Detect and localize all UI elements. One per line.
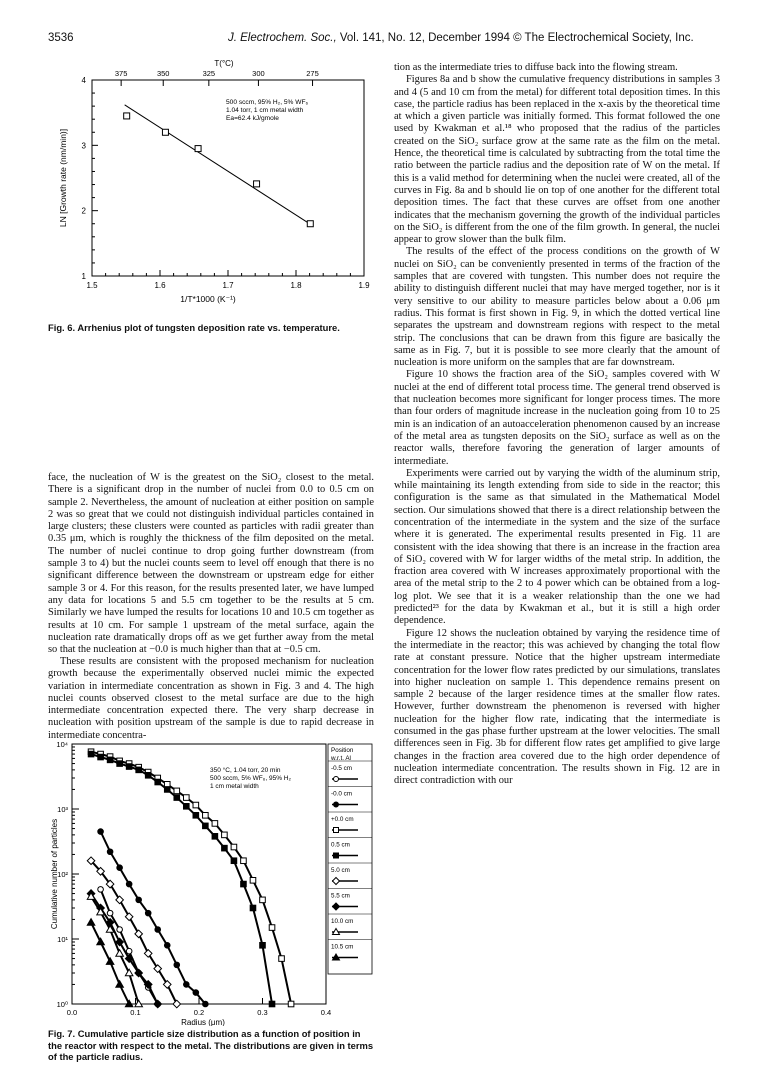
fig6-data-point — [124, 113, 130, 119]
fig7-legend-label: 10.0 cm — [331, 918, 354, 925]
fig7-data-point — [203, 812, 209, 818]
fig7-y-tick-label: 10² — [57, 870, 68, 879]
fig6-inset-line: 1.04 torr, 1 cm metal width — [226, 107, 304, 114]
fig7-data-point — [250, 877, 256, 883]
fig7-inset-line: 500 sccm, 5% WF₆, 95% H₂ — [210, 775, 291, 782]
journal-name: J. Electrochem. Soc., — [228, 32, 337, 44]
fig7-data-point — [145, 910, 151, 916]
fig7-data-point — [279, 956, 285, 962]
fig6-data-point — [307, 221, 313, 227]
figure-6-caption: Fig. 6. Arrhenius plot of tungsten deposition rate vs. temperature. — [48, 322, 340, 333]
fig7-legend-label: 5.5 cm — [331, 892, 350, 900]
fig7-data-point — [107, 849, 113, 855]
fig7-data-point — [136, 897, 142, 903]
fig7-legend-label: +0.0 cm — [331, 816, 354, 823]
fig7-y-axis-label: Cumulative number of particles — [50, 818, 59, 930]
fig6-x-axis-label: 1/T*1000 (K⁻¹) — [180, 294, 236, 304]
fig7-data-point — [164, 942, 170, 948]
fig7-frame — [72, 744, 326, 1004]
fig6-fit-line — [125, 105, 312, 225]
fig7-data-point — [136, 767, 142, 773]
fig7-legend-marker — [334, 853, 339, 858]
figure-6-arrhenius-plot — [48, 56, 374, 318]
fig7-legend-label: -0.0 cm — [331, 790, 352, 798]
fig6-y-tick-label: 2 — [81, 206, 86, 216]
fig7-y-tick-label: 10⁴ — [56, 740, 68, 749]
fig7-data-point — [193, 812, 199, 818]
paragraph: tion as the intermediate tries to diffuse back into the flowing stream. — [394, 62, 678, 73]
left-column-paragraph-1 — [48, 472, 374, 656]
fig7-x-tick-label: 0.4 — [320, 1008, 332, 1017]
paragraph: Figures 8a and b show the cumulative frequency distributions in samples 3 and 4 (5 and 10 cm from the metal) for different total deposition times. In this case, the particle radius has been replaced in the x-axis by the theoretical time at which a given particle was initially formed. This format followed the one used by Kwakman et al.¹⁸ who proposed that the radius of the particles created on the SiO₂ surface grow at the same rate as the film on the metal. Hence, the theoretical time is calculated by subtracting from the total time the ratio between the particle radius and the deposition rate of W on the metal. If this is a valid method for determining when the nuclei were created, all of the curves in Fig. 8a and b should lie on top of one another for the different total deposition times. The fact that these curves are offset from one another indicates that the mechanism governing the growth of the individual particles on the SiO₂ is different from the one of the film growth. In general, the nuclei appear to grow slower than the bulk film. — [394, 74, 720, 246]
fig7-data-point — [145, 772, 151, 778]
figure-7-caption: Fig. 7. Cumulative particle size distribution as a function of position in the reactor with respect to the metal. The distributions are given in terms of the particle radius. — [48, 1028, 374, 1062]
fig7-data-point — [288, 1001, 294, 1007]
fig7-data-point — [231, 858, 237, 864]
fig7-y-tick-label: 10³ — [57, 805, 68, 814]
fig7-data-point — [193, 802, 199, 808]
fig6-top-axis-label: T(°C) — [214, 59, 234, 68]
fig7-data-point — [126, 881, 132, 887]
fig7-data-point — [203, 1001, 209, 1007]
paragraph: The results of the effect of the process conditions on the growth of W nuclei on SiO₂ can be conveniently presented in terms of the fraction of the samples that are covered with tungsten. This number does not require the ability to distinguish different nuclei that may have merged together, nor is it very sensitive to our ability to measure particles below about a 0.06 μm radius. This format is first shown in Fig. 9, in which the dotted vertical line separates the upstream and downstream regions with respect to the metal strip. The conclusions that can be drawn from this figure are basically the same as in Fig. 7, but it is possible to see more clearly that the amount of nucleation is more uniform on the samples that are far downstream. — [394, 246, 720, 369]
fig6-x-tick-label: 1.8 — [290, 281, 302, 290]
fig7-x-tick-label: 0.0 — [66, 1008, 78, 1017]
paragraph: face, the nucleation of W is the greatest on the SiO₂ closest to the metal. There is a significant drop in the number of nuclei from 0.0 to 0.5 cm on sample 2. Nevertheless, the amount of nucleation at either position on sample 2 was so great that we could not distinguish individual particles contained in large clusters; these clusters were counted as particles with radii greater than 0.35 μm, which is roughly the thickness of the film deposited on the metal. The number of nuclei continue to drop going further downstream (from sample 3 to 4) but the nuclei counts seem to level off enough that there is no significant difference between the downstream or upstream edge for either sample 3 or 4. For this reason, for the results presented later, we have lumped any data for locations 5 and 5.5 cm together to be the results at 5 cm. Similarly we have lumped the results for locations 10 and 10.5 cm together as results at 10 cm. For sample 1 upstream of the metal surface, again the nucleation rate dramatically drops off as we get further away from the metal so that the nucleation at −0.0 is much higher than that at −0.5 cm. — [48, 472, 374, 656]
fig7-data-point — [184, 982, 190, 988]
fig7-legend-marker — [334, 777, 339, 782]
fig7-x-tick-label: 0.2 — [193, 1008, 205, 1017]
fig7-data-point — [97, 938, 105, 945]
page-header — [48, 32, 720, 48]
fig7-series-line — [91, 754, 272, 1004]
fig7-data-point — [126, 764, 132, 770]
fig7-data-point — [222, 832, 228, 838]
fig7-data-point — [193, 990, 199, 996]
fig6-x-tick-label: 1.5 — [86, 281, 98, 290]
fig7-data-point — [88, 751, 94, 757]
figure-7-particle-distribution — [48, 732, 374, 1026]
fig6-y-tick-label: 1 — [81, 272, 86, 281]
fig7-data-point — [174, 788, 180, 794]
fig7-data-point — [203, 823, 209, 829]
fig7-series — [87, 749, 294, 1008]
fig6-inset-line: 500 sccm, 95% H₂, 5% WF₆ — [226, 99, 309, 106]
fig7-series-line — [91, 752, 291, 1004]
fig6-y-tick-label: 3 — [81, 141, 86, 151]
fig6-axes — [58, 59, 370, 304]
fig7-data-point — [164, 787, 170, 793]
fig7-legend-label: 10.5 cm — [331, 943, 354, 951]
fig7-data-point — [212, 834, 218, 840]
fig7-data-point — [117, 865, 123, 871]
fig7-data-point — [98, 754, 104, 760]
fig6-top-tick-label: 275 — [306, 69, 319, 78]
fig6-inset-line: Ea=62.4 kJ/gmole — [226, 115, 279, 122]
fig7-data-point — [269, 925, 275, 931]
fig7-data-point — [135, 930, 143, 938]
fig7-legend — [328, 744, 372, 974]
fig7-data-point — [126, 948, 132, 954]
fig7-axes — [50, 740, 331, 1026]
fig7-legend-label: 5.0 cm — [331, 867, 350, 874]
fig7-data-point — [174, 962, 180, 968]
fig7-data-point — [98, 829, 104, 835]
journal-citation — [228, 32, 694, 44]
fig7-data-point — [250, 905, 256, 911]
fig6-y-tick-label: 4 — [81, 76, 86, 85]
fig7-legend-label: -0.5 cm — [331, 765, 352, 772]
fig7-data-point — [260, 897, 266, 903]
fig7-series-line — [91, 861, 177, 1004]
fig7-x-axis-label: Radius (μm) — [181, 1018, 225, 1026]
fig6-x-tick-label: 1.9 — [358, 281, 370, 290]
fig7-data-point — [173, 1000, 181, 1008]
fig6-top-tick-label: 325 — [202, 69, 216, 78]
fig7-inset — [210, 766, 291, 790]
fig7-data-point — [116, 950, 124, 957]
journal-volume: Vol. 141, No. 12, December 1994 © The Electrochemical Society, Inc. — [336, 32, 694, 44]
fig7-data-point — [260, 942, 266, 948]
paragraph: Figure 10 shows the fraction area of the SiO₂ samples covered with W nuclei at the end of different total process time. The general trend observed is that nucleation becomes more significant for longer process times. The more than four orders of magnitude increase in the nucleation going from 10 to 25 min is an indication of an autoacceleration phenomenon caused by an increase of the metal area as tungsten deposits on the SiO₂ surface as well as on the reactor walls, therefore favoring the generation of larger amounts of intermediate. — [394, 369, 720, 467]
fig7-y-tick-label: 10¹ — [57, 935, 68, 944]
fig7-inset-line: 1 cm metal width — [210, 783, 259, 790]
fig7-legend-marker — [334, 828, 339, 833]
fig7-data-point — [269, 1001, 275, 1007]
left-column-paragraph-2 — [48, 656, 374, 742]
fig7-data-point — [184, 795, 190, 801]
fig6-top-tick-label: 375 — [114, 69, 128, 78]
fig7-data-point — [116, 981, 124, 988]
fig6-top-tick-label: 350 — [156, 69, 170, 78]
fig7-data-point — [174, 795, 180, 801]
fig7-legend-marker — [334, 802, 339, 807]
fig7-data-point — [117, 761, 123, 767]
fig7-data-point — [87, 919, 95, 926]
fig7-data-point — [98, 887, 104, 893]
fig7-y-tick-label: 10⁰ — [56, 1000, 68, 1009]
fig7-data-point — [222, 845, 228, 851]
fig7-data-point — [212, 821, 218, 827]
fig6-x-tick-label: 1.6 — [154, 281, 166, 290]
fig6-y-axis-label: LN [Growth rate (nm/min)] — [58, 128, 68, 228]
fig6-inset — [226, 99, 309, 122]
fig7-data-point — [155, 779, 161, 785]
fig7-data-point — [107, 757, 113, 763]
fig7-data-point — [184, 804, 190, 810]
fig7-data-point — [107, 910, 113, 916]
fig7-data-point — [106, 958, 114, 965]
paragraph: Figure 12 shows the nucleation obtained by varying the residence time of the intermediate in the reactor; this was achieved by changing the total flow rate at constant pressure. Notice that the higher upstream intermediate concentration for the lower flow rates predicted by our simulations, translates into higher nucleation on sample 1. This dependence remains present on sample 2 because of the larger residence times at the smaller flow rates. However, further downstream the phenomenon is reversed with higher nucleation for the higher flow rate, indicating that the intermediate is consumed in the gas phase further upstream at the lower velocities. The small differences seen in Fig. 3b for different flow rates get amplified to give large changes in the fraction area covered due to the high order dependence of nucleation intermediate concentration. The results shown in Fig. 12 are in direct contradiction with our — [394, 627, 720, 787]
fig7-data-point — [241, 881, 247, 887]
fig6-top-tick-label: 300 — [252, 69, 265, 78]
fig7-legend-label: 0.5 cm — [331, 841, 350, 849]
fig7-x-tick-label: 0.1 — [130, 1008, 141, 1017]
fig7-inset-line: 350 °C, 1.04 torr, 20 min — [210, 767, 281, 774]
fig6-x-tick-label: 1.7 — [222, 281, 234, 290]
fig6-data-point — [162, 129, 168, 135]
fig7-legend-title: w.r.t. Al — [331, 755, 351, 762]
fig7-data-point — [241, 858, 247, 864]
fig7-legend-title: Position — [331, 747, 354, 754]
right-column — [394, 62, 720, 788]
paragraph: These results are consistent with the proposed mechanism for nucleation growth because the experimentally observed nuclei mimic the expected variation in intermediate concentration as shown in Fig. 3 and 4. The high nuclei counts observed closest to the metal surface are due to the high intermediate concentration expected there. The very sharp decrease in nucleation with position upstream of the sample is due to rapid decrease in intermediate concentra- — [48, 656, 374, 741]
fig7-data-point — [117, 927, 123, 933]
page-number: 3536 — [48, 32, 74, 44]
fig6-data-point — [195, 146, 201, 152]
fig7-data-point — [231, 844, 237, 850]
paragraph: Experiments were carried out by varying the width of the aluminum strip, while maintaining its length extending from side to side in the reactor; this configuration is the same as that simulated in the Mathematical Model section. Our simulations showed that there is a direct relationship between the concentration of the intermediate in the system and the size of the surface where it is generated. The experimental results presented in Fig. 11 are consistent with the idea showing that there is an increase in the fraction area of SiO₂ covered with W for larger widths of the metal strip. In addition, the fraction area covered with W increases approximately proportional with the area of the metal strip to the 2 to 4 power which can be obtained from a log-log plot. We see that it is a weaker relationship than the one we had predicted²³ for the data by Kwakman et al., but it is still a high order dependence. — [394, 467, 720, 627]
fig6-data-point — [254, 181, 260, 187]
fig7-data-point — [125, 969, 133, 976]
fig7-x-tick-label: 0.3 — [257, 1008, 268, 1017]
fig7-data-point — [155, 927, 161, 933]
